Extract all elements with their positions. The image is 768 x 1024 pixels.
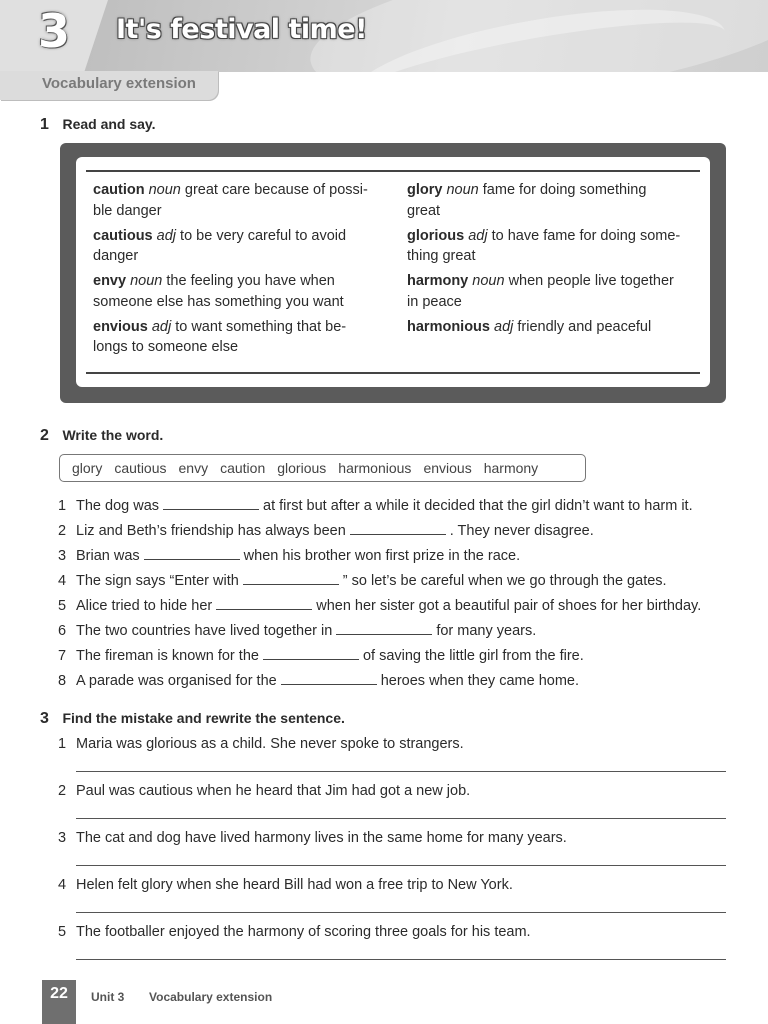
unit-title: It's festival time! <box>116 14 367 45</box>
vocabulary-entry <box>93 317 383 358</box>
incorrect-sentence: Helen felt glory when she heard Bill had won a free trip to New York. <box>76 877 513 893</box>
rewrite-item <box>58 924 728 971</box>
vocabulary-entry <box>93 180 383 221</box>
entry-definition: the feeling you have when <box>166 273 335 289</box>
entry-definition: fame for doing something <box>482 182 647 198</box>
vocabulary-entry <box>407 271 697 312</box>
entry-part-of-speech: noun <box>446 182 479 198</box>
sentence-start: A parade was organised for the <box>76 673 277 689</box>
entry-definition: friendly and peaceful <box>517 318 652 335</box>
vocabulary-entry <box>407 180 697 221</box>
exercise1-heading <box>40 116 156 134</box>
word-bank-item: glorious <box>277 460 327 476</box>
sentence-end: of saving the little girl from the fire. <box>362 648 584 664</box>
entry-word: harmonious <box>407 318 490 335</box>
entry-definition-continued: longs to someone else <box>93 339 239 355</box>
sentence-number: 6 <box>58 623 67 639</box>
sentence-start: Brian was <box>76 548 140 564</box>
rewrite-item <box>58 736 728 783</box>
answer-blank[interactable] <box>336 621 432 635</box>
gap-fill-list <box>58 496 701 696</box>
answer-line[interactable] <box>76 912 726 913</box>
entry-word: envy <box>93 273 127 289</box>
exercise3-instruction: Find the mistake and rewrite the sentence. <box>62 710 345 726</box>
sentence-end: when his brother won first prize in the race. <box>243 548 521 564</box>
word-bank-item: envious <box>423 460 472 476</box>
incorrect-sentence: The footballer enjoyed the harmony of scoring three goals for his team. <box>76 924 531 940</box>
page-number: 22 <box>50 985 68 1002</box>
sentence-start: Liz and Beth’s friendship has always been <box>76 523 346 539</box>
sentence-end: ” so let’s be careful when we go through the gates. <box>342 573 667 589</box>
gap-fill-sentence <box>58 546 701 571</box>
vocabulary-entry <box>407 226 697 267</box>
sentence-number: 1 <box>58 498 67 514</box>
exercise2-instruction: Write the word. <box>62 427 164 443</box>
entry-part-of-speech: noun <box>472 273 505 289</box>
exercise3-number: 3 <box>40 710 49 727</box>
sentence-start: The two countries have lived together in <box>76 623 333 639</box>
sentence-number: 5 <box>58 924 67 940</box>
entry-definition-continued: great <box>407 202 441 219</box>
sentence-number: 5 <box>58 598 67 614</box>
exercise3-heading <box>40 710 345 728</box>
gap-fill-sentence <box>58 646 701 671</box>
rewrite-item <box>58 830 728 877</box>
gap-fill-sentence <box>58 571 701 596</box>
answer-line[interactable] <box>76 865 726 866</box>
gap-fill-sentence <box>58 496 701 521</box>
vocabulary-bottom-rule <box>86 372 700 374</box>
sentence-end: heroes when they came home. <box>380 673 579 689</box>
gap-fill-sentence <box>58 621 701 646</box>
vocabulary-entry <box>93 271 383 312</box>
vocabulary-column-left <box>93 180 383 362</box>
entry-definition-continued: ble danger <box>93 202 162 219</box>
sentence-start: The sign says “Enter with <box>76 573 239 589</box>
entry-definition: to have fame for doing some- <box>491 227 681 244</box>
unit-number: 3 <box>38 4 71 58</box>
section-tab <box>0 71 218 100</box>
exercise2-heading <box>40 427 163 445</box>
word-bank-item: caution <box>220 460 266 476</box>
entry-word: caution <box>93 182 145 198</box>
entry-word: harmony <box>407 273 469 289</box>
section-label: Vocabulary extension <box>42 75 196 92</box>
sentence-start: The dog was <box>76 498 160 514</box>
entry-part-of-speech: noun <box>130 273 163 289</box>
sentence-number: 8 <box>58 673 67 689</box>
entry-definition-continued: someone else has something you want <box>93 293 344 310</box>
entry-definition-continued: thing great <box>407 248 476 264</box>
vocabulary-column-right <box>407 180 697 342</box>
incorrect-sentence: Paul was cautious when he heard that Jim had got a new job. <box>76 783 471 799</box>
sentence-number: 1 <box>58 736 67 752</box>
sentence-end: for many years. <box>436 623 537 639</box>
gap-fill-sentence <box>58 521 701 546</box>
answer-blank[interactable] <box>243 571 339 585</box>
exercise1-number: 1 <box>40 116 49 133</box>
sentence-end: . They never disagree. <box>449 523 594 539</box>
answer-blank[interactable] <box>281 671 377 685</box>
vocabulary-top-rule <box>86 170 700 172</box>
entry-word: glory <box>407 182 443 198</box>
word-bank-item: harmonious <box>338 460 412 476</box>
exercise1-instruction: Read and say. <box>62 116 156 132</box>
entry-word: envious <box>93 318 148 335</box>
rewrite-item <box>58 783 728 830</box>
answer-line[interactable] <box>76 818 726 819</box>
entry-word: cautious <box>93 227 153 244</box>
word-bank <box>59 454 586 482</box>
sentence-start: Alice tried to hide her <box>76 598 213 614</box>
word-bank-item: cautious <box>114 460 167 476</box>
footer-section: Vocabulary extension <box>149 990 273 1004</box>
rewrite-list <box>58 736 728 971</box>
sentence-number: 4 <box>58 877 67 893</box>
sentence-number: 2 <box>58 523 67 539</box>
entry-part-of-speech: adj <box>468 227 488 244</box>
vocabulary-entry <box>93 226 383 267</box>
gap-fill-sentence <box>58 596 701 621</box>
rewrite-item <box>58 877 728 924</box>
vocabulary-entry <box>407 317 697 338</box>
answer-line[interactable] <box>76 771 726 772</box>
sentence-start: The fireman is known for the <box>76 648 259 664</box>
entry-part-of-speech: adj <box>151 318 172 335</box>
entry-part-of-speech: adj <box>494 318 514 335</box>
sentence-number: 3 <box>58 548 67 564</box>
sentence-number: 2 <box>58 783 67 799</box>
banner-decoration <box>343 0 733 72</box>
sentence-number: 7 <box>58 648 67 664</box>
entry-definition: great care because of possi- <box>184 182 368 198</box>
answer-blank[interactable] <box>350 521 446 535</box>
entry-definition: when people live together <box>508 273 674 289</box>
entry-definition: to want something that be- <box>175 318 347 335</box>
word-bank-item: envy <box>178 460 209 476</box>
incorrect-sentence: Maria was glorious as a child. She never spoke to strangers. <box>76 736 464 752</box>
sentence-number: 4 <box>58 573 67 589</box>
entry-definition-continued: in peace <box>407 293 462 310</box>
entry-part-of-speech: adj <box>156 227 177 244</box>
word-bank-item: glory <box>72 460 103 476</box>
sentence-number: 3 <box>58 830 67 846</box>
answer-blank[interactable] <box>144 546 240 560</box>
answer-line[interactable] <box>76 959 726 960</box>
entry-word: glorious <box>407 227 465 244</box>
answer-blank[interactable] <box>163 496 259 510</box>
entry-definition-continued: danger <box>93 248 139 264</box>
word-bank-item: harmony <box>483 460 539 476</box>
footer-unit: Unit 3 <box>91 990 125 1004</box>
sentence-end: at first but after a while it decided that the girl didn’t want to harm it. <box>263 498 693 514</box>
answer-blank[interactable] <box>263 646 359 660</box>
answer-blank[interactable] <box>216 596 312 610</box>
incorrect-sentence: The cat and dog have lived harmony lives in the same home for many years. <box>76 830 567 846</box>
exercise2-number: 2 <box>40 427 49 444</box>
gap-fill-sentence <box>58 671 701 696</box>
sentence-end: when her sister got a beautiful pair of shoes for her birthday. <box>316 598 702 614</box>
entry-part-of-speech: noun <box>148 182 181 198</box>
entry-definition: to be very careful to avoid <box>180 227 347 244</box>
